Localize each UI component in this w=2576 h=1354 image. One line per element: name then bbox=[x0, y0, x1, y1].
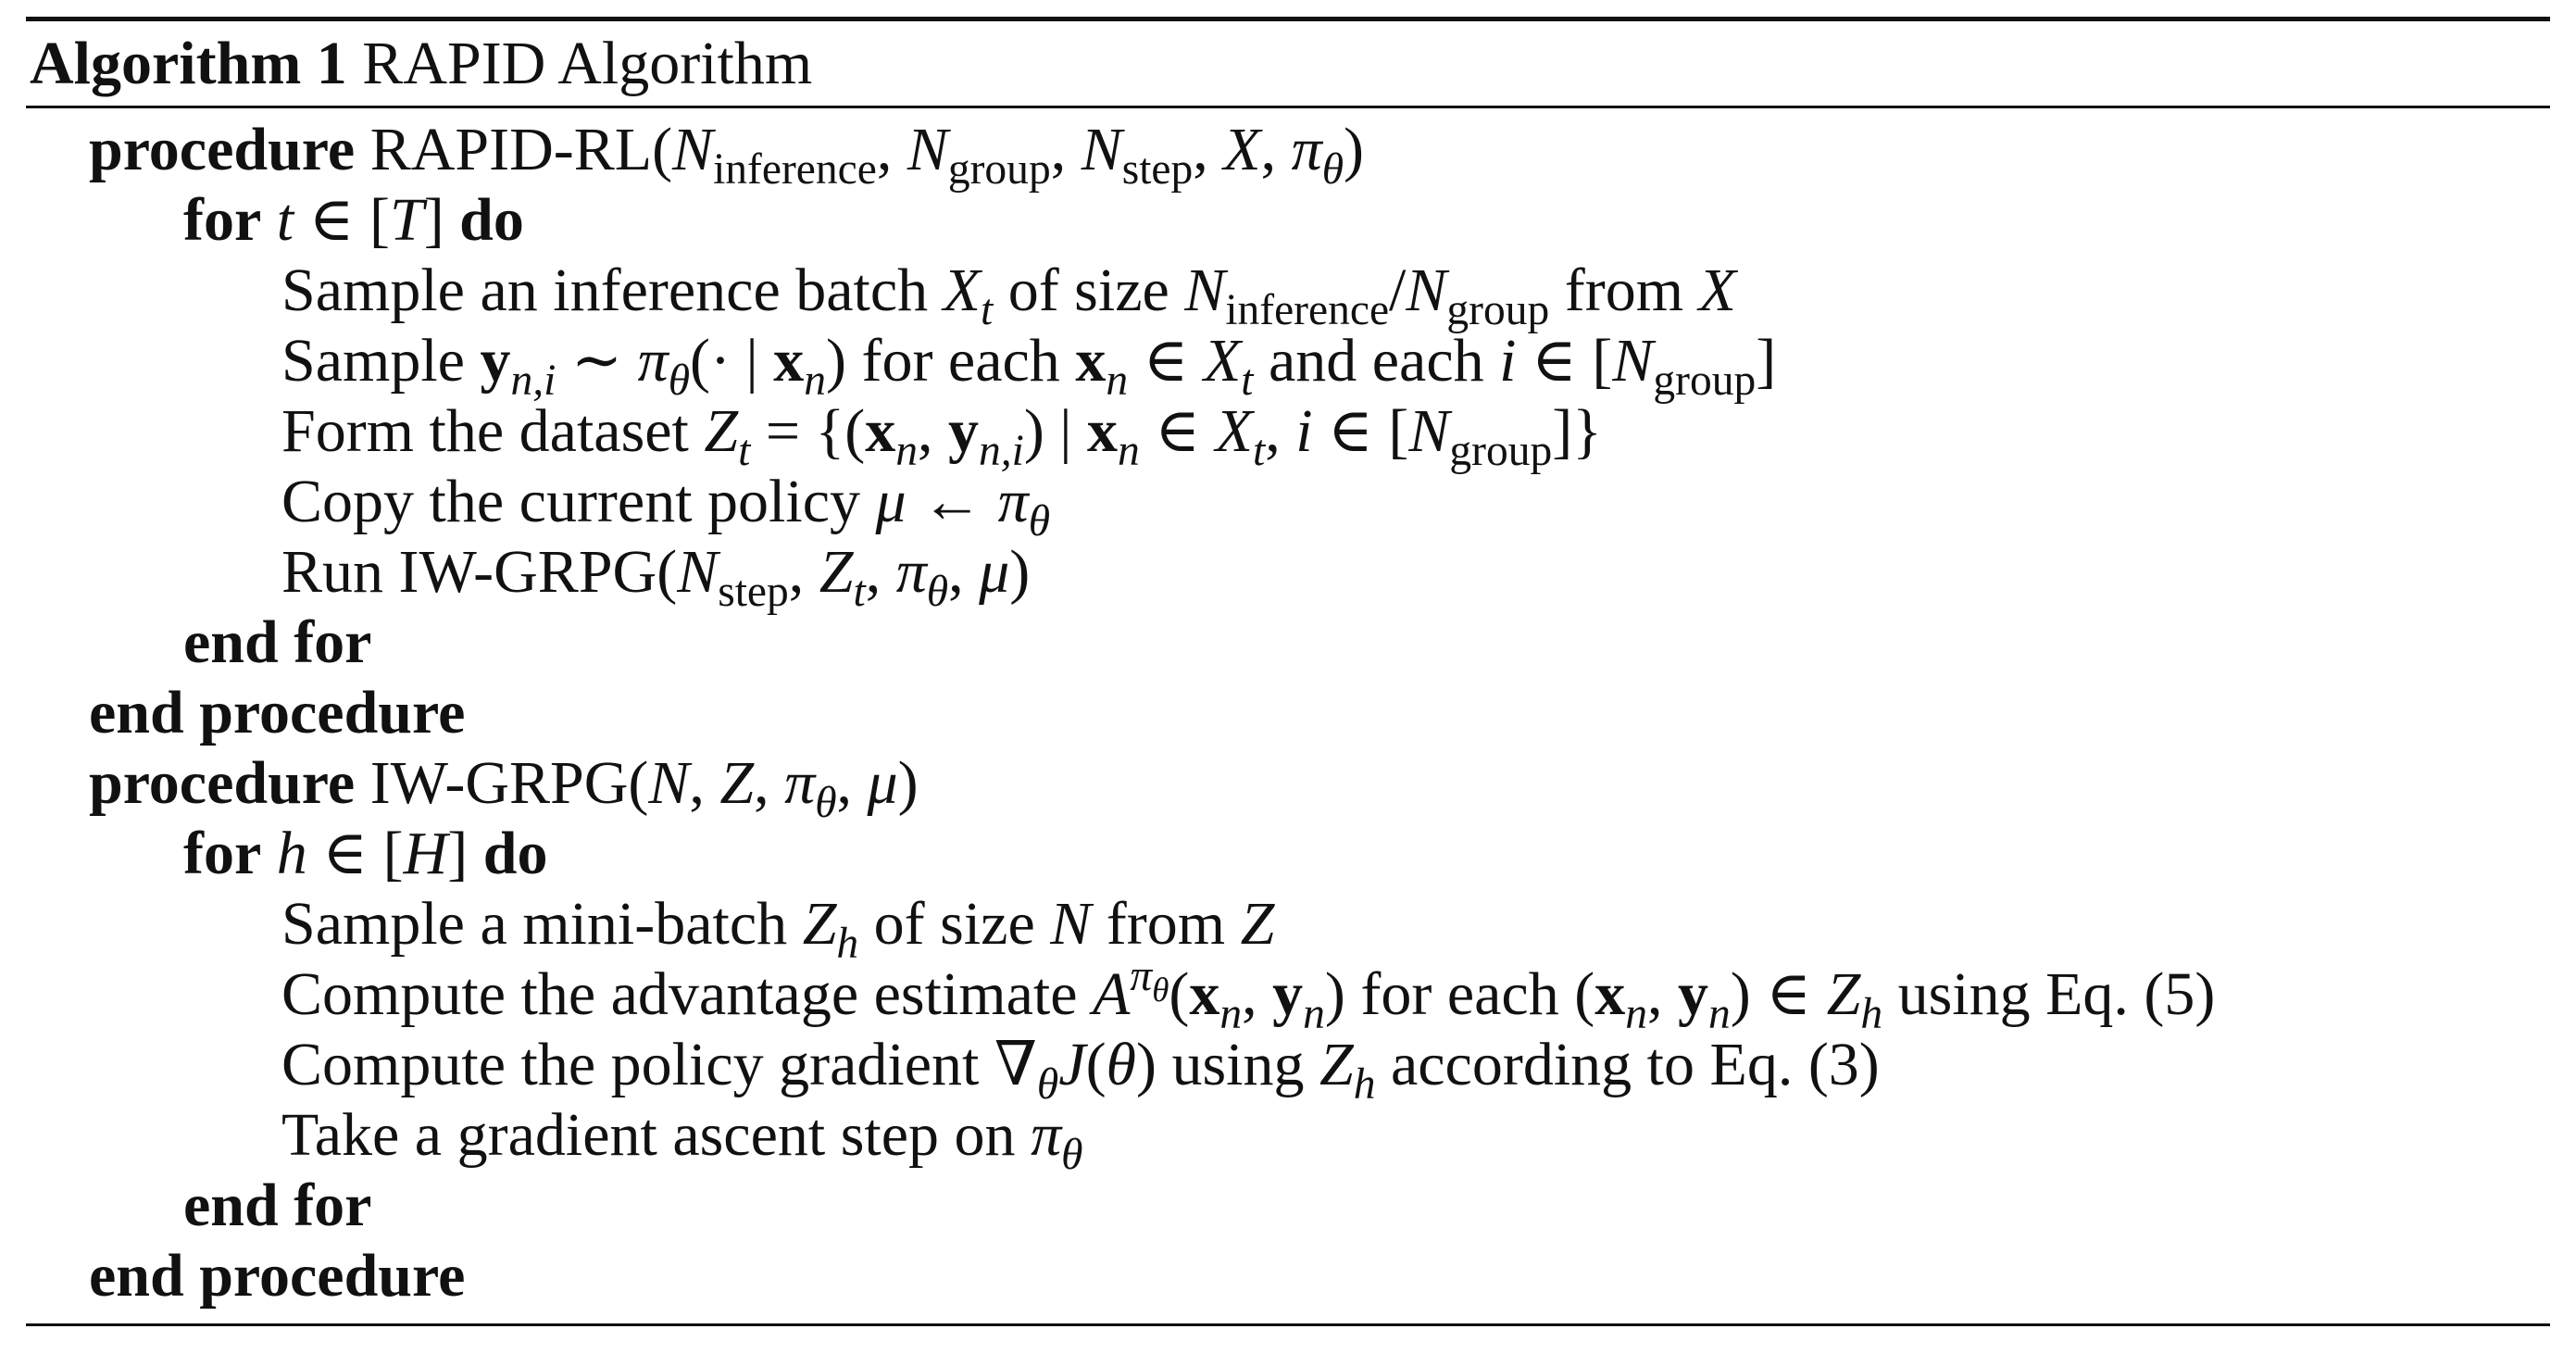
step-2-3: Compute the policy gradient $\nabla_\theta J(\theta)$ using $Z_h$ according to Eq. (3) bbox=[281, 1031, 1880, 1110]
step-1-3: Form the dataset $Z_t = \{(x_n$, $y_{n,i}$) | $x_n$ ∈ $X_t$, i ∈ $[N_{group}]$} bbox=[281, 397, 1602, 476]
step-2-4: Take a gradient ascent step on $\pi_\theta$ bbox=[281, 1101, 1083, 1180]
step-1-2: Sample $y_{n,i}$ ∼ $\pi_\theta(\cdot$ | $x_n$) for each $x_n$ ∈ $X_t$ and each i ∈ $[N_{group}]$ bbox=[281, 327, 1777, 406]
algorithm-name: RAPID Algorithm bbox=[362, 30, 813, 97]
procedure-1-name: RAPID-RL bbox=[369, 116, 653, 183]
step-2-1: Sample a mini-batch $Z_h$ of size N from Z bbox=[281, 890, 1275, 969]
procedure-2-name: IW-GRPG bbox=[369, 749, 629, 817]
step-1-5: Run $IW-GRPG(N_{step}$, $Z_t$, $\pi_\theta$, μ) bbox=[281, 538, 1031, 617]
end-for-1: end for bbox=[183, 608, 372, 676]
bottom-rule bbox=[26, 1323, 2550, 1326]
for-loop-1-header: for t ∈ [T] do bbox=[183, 186, 524, 254]
step-2-2: Compute the advantage estimate $A^{\pi_\theta}(x_n$, $y_n$) for each ($x_n$, $y_n$) ∈ $Z_h$ using Eq. (5) bbox=[281, 951, 2216, 1039]
step-1-4: Copy the current policy μ ← $\pi_\theta$ bbox=[281, 468, 1051, 546]
procedure-1-header: procedure RAPID-$RL(N_{inference}$, $N_{group}$, $N_{step}$, X, $\pi_\theta$) bbox=[89, 116, 1365, 194]
top-rule bbox=[26, 17, 2550, 21]
end-procedure-1: end procedure bbox=[89, 679, 466, 746]
end-for-2: end for bbox=[183, 1172, 372, 1239]
end-procedure-2: end procedure bbox=[89, 1242, 466, 1310]
algorithm-label: Algorithm 1 bbox=[30, 30, 347, 97]
step-1-1: Sample an inference batch $X_t$ of size $N_{inference}/N_{group}$ from X bbox=[281, 257, 1736, 335]
procedure-2-header: procedure IW-GRPG(N, Z, $\pi_\theta$, μ) bbox=[89, 749, 919, 828]
algorithm-title bbox=[30, 24, 812, 104]
for-loop-2-header: for h ∈ [H] do bbox=[183, 820, 548, 887]
header-rule bbox=[26, 106, 2550, 108]
